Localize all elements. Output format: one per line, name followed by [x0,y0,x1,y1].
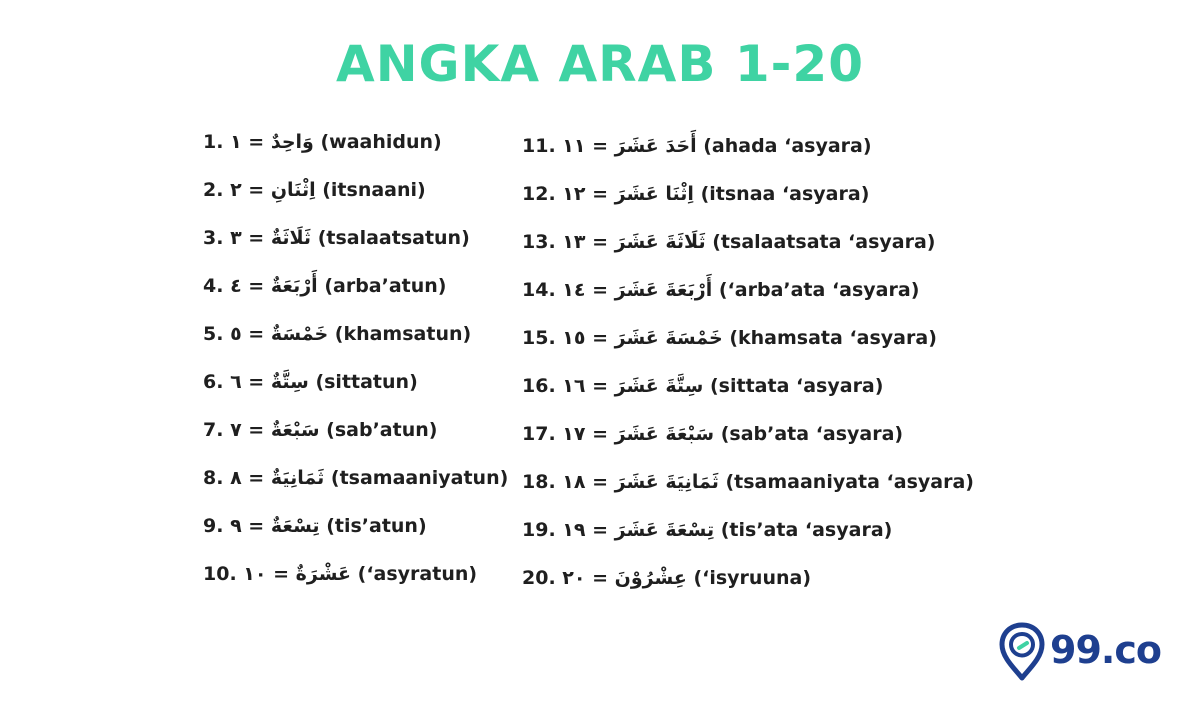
arabic-numeral: ١٥ [562,327,586,349]
arabic-word: عَشْرَةٌ [295,563,352,585]
arabic-numeral: ٢٠ [562,567,586,589]
transliteration: (sittata ‘asyara) [710,375,884,397]
number-entry [522,224,1022,272]
transliteration: (‘arba’ata ‘asyara) [718,279,920,301]
entry-number: 11. [522,135,556,157]
arabic-word: ثَلَاثَةٌ [270,227,312,249]
transliteration: (arba’atun) [324,275,447,297]
equals-sign: = [585,567,615,589]
arabic-word: ثَمَانِيَةٌ [270,467,325,489]
arabic-numeral: ١١ [562,135,586,157]
arabic-numeral: ٤ [230,275,242,297]
equals-sign: = [241,275,271,297]
arabic-numeral: ١٨ [562,471,586,493]
entry-number: 14. [522,279,556,301]
number-entry [203,172,523,220]
transliteration: (khamsatun) [334,323,472,345]
equals-sign: = [585,471,615,493]
arabic-word: أَحَدَ عَشَرَ [614,135,697,157]
arabic-word: سِتَّةَ عَشَرَ [614,375,704,397]
entry-number: 7. [203,419,224,441]
entry-number: 18. [522,471,556,493]
number-entry [203,124,523,172]
page-title: ANGKA ARAB 1-20 [336,35,864,93]
arabic-numeral: ٦ [230,371,242,393]
equals-sign: = [585,519,615,541]
equals-sign: = [585,279,615,301]
transliteration: (tsalaatsata ‘asyara) [712,231,936,253]
entry-number: 3. [203,227,224,249]
arabic-numeral: ١٩ [562,519,586,541]
equals-sign: = [241,179,271,201]
transliteration: (sab’ata ‘asyara) [720,423,904,445]
number-entry [522,320,1022,368]
transliteration: (itsnaani) [322,179,426,201]
number-entry [522,176,1022,224]
equals-sign: = [241,131,271,153]
transliteration: (sab’atun) [326,419,438,441]
arabic-word: اِثْنَانِ [270,179,316,201]
entry-number: 4. [203,275,224,297]
equals-sign: = [241,419,271,441]
number-entry [522,368,1022,416]
brand-logo [998,622,1161,682]
equals-sign: = [585,423,615,445]
arabic-word: ثَمَانِيَةَ عَشَرَ [614,471,719,493]
numbers-column-right [522,128,1022,608]
entry-number: 2. [203,179,224,201]
entry-number: 5. [203,323,224,345]
number-entry [203,268,523,316]
equals-sign: = [585,183,615,205]
number-entry [522,272,1022,320]
entry-number: 6. [203,371,224,393]
equals-sign: = [585,231,615,253]
arabic-numeral: ٨ [230,467,242,489]
entry-number: 1. [203,131,224,153]
number-entry [522,128,1022,176]
transliteration: (tsamaaniyatun) [330,467,509,489]
entry-number: 16. [522,375,556,397]
entry-number: 15. [522,327,556,349]
arabic-word: سَبْعَةٌ [270,419,320,441]
entry-number: 19. [522,519,556,541]
arabic-numeral: ١٢ [562,183,586,205]
numbers-column-left [203,124,523,604]
equals-sign: = [241,227,271,249]
arabic-word: وَاحِدٌ [270,131,314,153]
equals-sign: = [585,135,615,157]
arabic-word: تِسْعَةٌ [270,515,320,537]
arabic-numeral: ١٠ [243,563,267,585]
transliteration: (‘isyruuna) [693,567,812,589]
equals-sign: = [585,375,615,397]
equals-sign: = [241,323,271,345]
equals-sign: = [241,515,271,537]
entry-number: 13. [522,231,556,253]
entry-number: 17. [522,423,556,445]
number-entry [522,560,1022,608]
arabic-word: سَبْعَةَ عَشَرَ [614,423,715,445]
transliteration: (ahada ‘asyara) [703,135,872,157]
arabic-numeral: ١٧ [562,423,586,445]
arabic-word: خَمْسَةَ عَشَرَ [614,327,723,349]
number-entry [203,460,523,508]
arabic-word: سِتَّةٌ [270,371,309,393]
entry-number: 8. [203,467,224,489]
arabic-word: أَرْبَعَةَ عَشَرَ [614,279,713,301]
equals-sign: = [241,467,271,489]
number-entry [522,464,1022,512]
number-entry [203,220,523,268]
arabic-word: أَرْبَعَةٌ [270,275,318,297]
equals-sign: = [241,371,271,393]
arabic-word: خَمْسَةٌ [270,323,329,345]
transliteration: (tis’atun) [326,515,427,537]
number-entry [203,412,523,460]
number-entry [522,416,1022,464]
arabic-word: عِشْرُوْنَ [614,567,687,589]
arabic-numeral: ١ [230,131,242,153]
transliteration: (tsamaaniyata ‘asyara) [725,471,974,493]
arabic-numeral: ٧ [230,419,242,441]
entry-number: 9. [203,515,224,537]
number-entry [203,316,523,364]
entry-number: 20. [522,567,556,589]
transliteration: (tsalaatsatun) [317,227,470,249]
transliteration: (waahidun) [320,131,442,153]
number-entry [203,364,523,412]
equals-sign: = [266,563,296,585]
transliteration: (sittatun) [315,371,418,393]
arabic-numeral: ١٤ [562,279,586,301]
entry-number: 12. [522,183,556,205]
arabic-word: اِثْنَا عَشَرَ [614,183,694,205]
arabic-numeral: ٢ [230,179,242,201]
arabic-numeral: ٣ [230,227,242,249]
brand-logo-text: 99.co [1050,628,1161,672]
transliteration: (itsnaa ‘asyara) [700,183,870,205]
number-entry [203,556,523,604]
arabic-numeral: ١٦ [562,375,586,397]
arabic-numeral: ٥ [230,323,242,345]
arabic-word: ثَلَاثَةَ عَشَرَ [614,231,706,253]
arabic-numeral: ١٣ [562,231,586,253]
equals-sign: = [585,327,615,349]
entry-number: 10. [203,563,237,585]
arabic-numeral: ٩ [230,515,242,537]
transliteration: (khamsata ‘asyara) [729,327,937,349]
location-pin-icon [998,622,1046,682]
number-entry [522,512,1022,560]
arabic-word: تِسْعَةَ عَشَرَ [614,519,715,541]
transliteration: (‘asyratun) [357,563,478,585]
number-entry [203,508,523,556]
transliteration: (tis’ata ‘asyara) [720,519,893,541]
